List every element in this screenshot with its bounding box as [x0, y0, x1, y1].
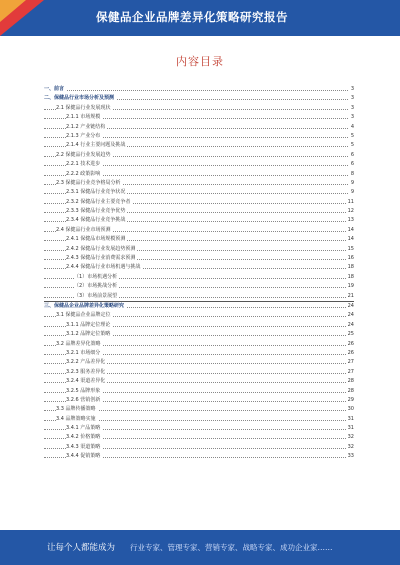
toc-entry[interactable] [44, 311, 354, 320]
toc-entry[interactable] [44, 170, 354, 179]
toc-entry-label: 3.1.1 品牌定位理论 [66, 321, 112, 330]
toc-entry-label: 2.3 保健品行业竞争格局分析 [56, 179, 123, 188]
footer-slogan: 让每个人都能成为 [47, 543, 116, 553]
toc-entry[interactable] [44, 245, 354, 254]
toc-entry[interactable] [44, 188, 354, 197]
toc-page-number: 12 [347, 207, 354, 216]
toc-entry-label: 3.2.2 产品差异化 [66, 358, 107, 367]
toc-entry-label: 3.2.5 品牌形象 [66, 387, 102, 396]
toc-page-number: 3 [350, 104, 354, 113]
toc-entry-label: 2.3.3 保健品行业竞争优势 [66, 207, 127, 216]
toc-entry[interactable] [44, 377, 354, 386]
toc-entry-label: （1）市场机遇分析 [74, 273, 119, 282]
toc-entry-label: （3）市场前景展望 [74, 292, 119, 301]
toc-entry-label: 3.1.2 品牌定位策略 [66, 330, 112, 339]
toc-entry-label: 2.1.3 产业分布 [66, 132, 102, 141]
header-corner-accent [0, 0, 26, 22]
toc-entry-label: 2.4 保健品行业市场预测 [56, 226, 113, 235]
toc-entry-label: 3.2.6 营销创新 [66, 396, 102, 405]
toc-entry-label: 2.4.2 保健品行业发展趋势预测 [66, 245, 137, 254]
toc-entry[interactable] [44, 151, 354, 160]
toc-entry[interactable] [44, 123, 354, 132]
toc-entry[interactable] [44, 235, 354, 244]
toc-entry-label: 2.3.1 保健品行业竞争状况 [66, 188, 127, 197]
toc-entry-label: 2.2 保健品行业发展趋势 [56, 151, 113, 160]
toc-entry[interactable] [44, 207, 354, 216]
toc-page-number: 33 [347, 452, 354, 461]
toc-entry[interactable] [44, 321, 354, 330]
toc-page-number: 6 [350, 160, 354, 169]
toc-page-number: 3 [350, 85, 354, 94]
toc-page-number: 11 [347, 198, 354, 207]
toc-entry-label: 2.3.4 保健品行业竞争挑战 [66, 216, 127, 225]
toc-entry-label: 2.1.2 产业链结构 [66, 123, 107, 132]
toc-page-number: 5 [350, 141, 354, 150]
toc-page-number: 24 [347, 311, 354, 320]
toc-entry-label: 3.4.1 产品策略 [66, 424, 102, 433]
toc-page-number: 31 [347, 424, 354, 433]
toc-entry-label: 2.4.3 保健品行业消费需求预测 [66, 254, 137, 263]
toc-page-number: 16 [347, 254, 354, 263]
toc-page-number: 27 [347, 368, 354, 377]
toc-entry[interactable] [44, 415, 354, 424]
toc-page-number: 30 [347, 405, 354, 414]
toc-page-number: 9 [350, 188, 354, 197]
toc-page-number: 28 [347, 387, 354, 396]
toc-entry[interactable] [44, 340, 354, 349]
toc-page-number: 24 [347, 302, 354, 311]
toc-heading: 内容目录 [176, 55, 224, 68]
toc-entry[interactable] [44, 160, 354, 169]
toc-page-number: 32 [347, 443, 354, 452]
toc-entry-label: 2.1.1 市场规模 [66, 113, 102, 122]
toc-entry[interactable] [44, 330, 354, 339]
toc-entry[interactable] [44, 141, 354, 150]
toc-entry[interactable] [44, 216, 354, 225]
toc-page-number: 18 [347, 273, 354, 282]
toc-entry[interactable] [44, 263, 354, 272]
page-header [0, 0, 400, 36]
toc-page-number: 26 [347, 349, 354, 358]
toc-entry[interactable] [44, 358, 354, 367]
toc-entry[interactable] [44, 273, 354, 282]
toc-entry[interactable] [44, 443, 354, 452]
toc-page-number: 25 [347, 330, 354, 339]
toc-page-number: 6 [350, 151, 354, 160]
toc-page-number: 27 [347, 358, 354, 367]
table-of-contents [44, 85, 354, 462]
toc-entry-label: 二、保健品行业市场分析及预测 [44, 94, 116, 103]
toc-page-number: 29 [347, 396, 354, 405]
toc-page-number: 15 [347, 245, 354, 254]
toc-page-number: 3 [350, 113, 354, 122]
toc-entry[interactable] [44, 254, 354, 263]
toc-entry-label: 3.2.1 市场细分 [66, 349, 102, 358]
footer-tagline: 行业专家、管理专家、营销专家、战略专家、成功企业家…… [130, 543, 333, 552]
toc-entry-label: 3.2.3 服务差异化 [66, 368, 107, 377]
toc-page-number: 28 [347, 377, 354, 386]
toc-entry-label: 2.2.2 政策影响 [66, 170, 102, 179]
toc-page-number: 14 [347, 226, 354, 235]
toc-entry[interactable] [44, 226, 354, 235]
toc-entry-label: 3.2.4 渠道差异化 [66, 377, 107, 386]
toc-entry-label: 2.1 保健品行业发展现状 [56, 104, 113, 113]
toc-page-number: 14 [347, 235, 354, 244]
toc-page-number: 13 [347, 216, 354, 225]
dot-leader [44, 90, 348, 91]
toc-entry-label: 3.4.3 渠道策略 [66, 443, 102, 452]
toc-page-number: 3 [350, 94, 354, 103]
toc-page-number: 19 [347, 282, 354, 291]
toc-entry[interactable] [44, 113, 354, 122]
toc-page-number: 5 [350, 132, 354, 141]
toc-entry-label: 3.3 品牌传播策略 [56, 405, 98, 414]
toc-page-number: 9 [350, 179, 354, 188]
toc-entry-label: 3.2 品牌差异化策略 [56, 340, 103, 349]
toc-entry-label: 2.4.4 保健品行业市场机遇与挑战 [66, 263, 142, 272]
toc-page-number: 26 [347, 340, 354, 349]
toc-page-number: 32 [347, 433, 354, 442]
toc-page-number: 18 [347, 263, 354, 272]
toc-entry[interactable] [44, 132, 354, 141]
toc-entry-label: 2.3.2 保健品行业主要竞争者 [66, 198, 132, 207]
toc-entry-label: 三、保健品企业品牌差异化策略研究 [44, 302, 126, 311]
toc-entry[interactable] [44, 282, 354, 291]
toc-entry-label: 2.2.1 技术进步 [66, 160, 102, 169]
toc-page-number: 8 [350, 170, 354, 179]
toc-entry[interactable] [44, 179, 354, 188]
toc-entry[interactable] [44, 85, 354, 94]
toc-entry-label: 3.1 保健品企业品牌定位 [56, 311, 113, 320]
toc-entry-label: 2.4.1 保健品市场规模预测 [66, 235, 127, 244]
toc-entry[interactable] [44, 424, 354, 433]
toc-entry-label: 一、前言 [44, 85, 66, 94]
toc-page-number: 31 [347, 415, 354, 424]
toc-entry[interactable] [44, 104, 354, 113]
toc-entry[interactable] [44, 292, 354, 301]
toc-page-number: 4 [350, 123, 354, 132]
report-title: 保健品企业品牌差异化策略研究报告 [96, 10, 288, 24]
toc-entry-label: 3.4.4 促销策略 [66, 452, 102, 461]
toc-entry-label: 3.4.2 价格策略 [66, 433, 102, 442]
toc-entry-label: 3.4 品牌策略实施 [56, 415, 98, 424]
toc-entry[interactable] [44, 433, 354, 442]
toc-entry-label: 2.1.4 行业主要问题及挑战 [66, 141, 127, 150]
toc-page-number: 21 [347, 292, 354, 301]
toc-entry[interactable] [44, 198, 354, 207]
toc-entry[interactable] [44, 396, 354, 405]
toc-entry-label: （2）市场挑战分析 [74, 282, 119, 291]
toc-entry[interactable] [44, 349, 354, 358]
toc-entry[interactable] [44, 94, 354, 103]
toc-entry[interactable] [44, 368, 354, 377]
page-footer [0, 530, 400, 565]
toc-entry[interactable] [44, 301, 354, 311]
toc-entry[interactable] [44, 387, 354, 396]
toc-page-number: 24 [347, 321, 354, 330]
toc-entry[interactable] [44, 452, 354, 461]
toc-entry[interactable] [44, 405, 354, 414]
